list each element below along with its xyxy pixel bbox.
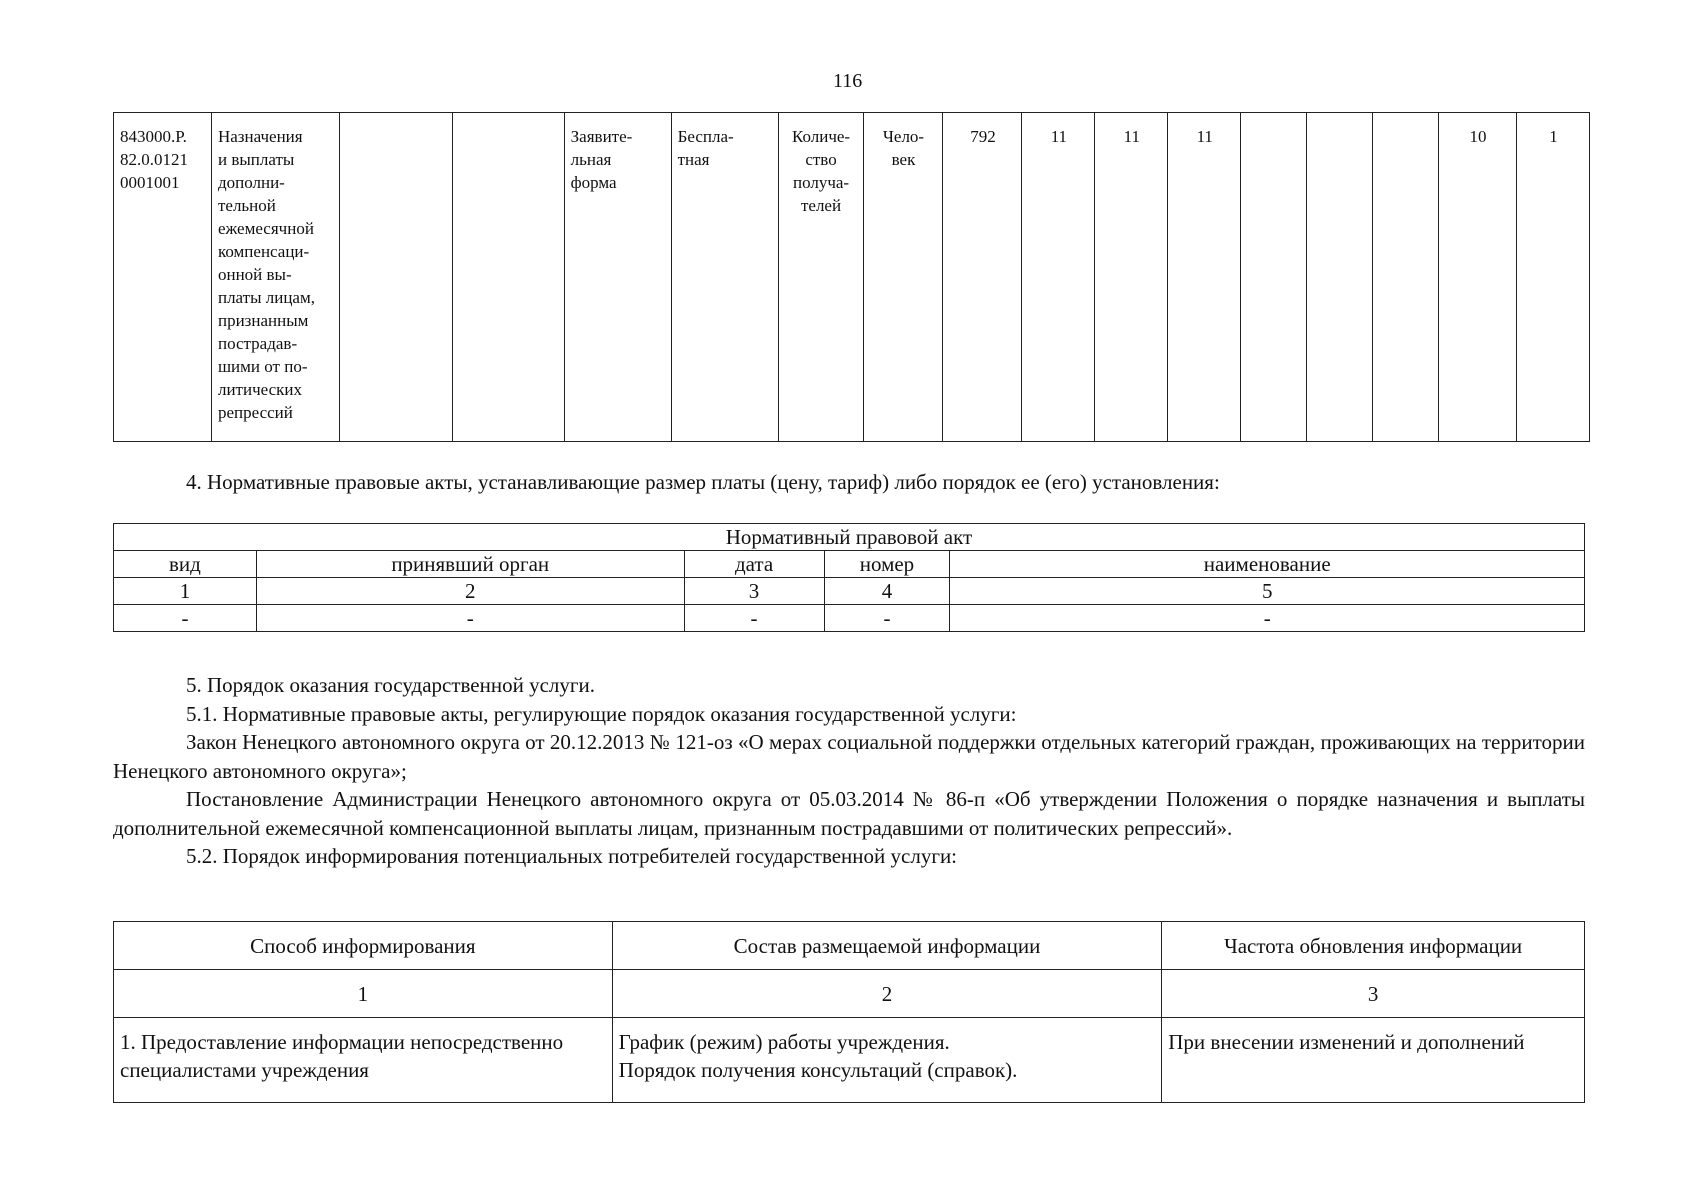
table-cell: - — [114, 605, 257, 632]
informing-table — [113, 921, 1585, 1103]
column-number: 1 — [114, 970, 613, 1018]
column-header: номер — [824, 551, 950, 578]
table-row — [114, 524, 1585, 551]
service-indicators-table — [113, 112, 1590, 442]
value-cell: 11 — [1095, 113, 1168, 442]
indicator-cell: Количе- ство получа- телей — [778, 113, 863, 442]
table-row — [114, 922, 1585, 970]
column-header: наименование — [950, 551, 1585, 578]
value-cell: 10 — [1438, 113, 1516, 442]
column-header: дата — [684, 551, 824, 578]
informing-content-cell: График (режим) работы учреждения. Порядок получения консультаций (справок). — [612, 1018, 1162, 1103]
value-cell — [1373, 113, 1439, 442]
payment-cell: Беспла- тная — [671, 113, 778, 442]
column-header: Способ информирования — [114, 922, 613, 970]
section-5-2-heading: 5.2. Порядок информирования потенциальных потребителей государственной услуги: — [186, 844, 958, 868]
table-row — [114, 605, 1585, 632]
table-row — [114, 113, 1590, 442]
column-header: Частота обновления информации — [1162, 922, 1585, 970]
table-cell: - — [256, 605, 684, 632]
column-number: 1 — [114, 578, 257, 605]
empty-cell — [339, 113, 452, 442]
table-cell: - — [824, 605, 950, 632]
column-header: вид — [114, 551, 257, 578]
table-row — [114, 1018, 1585, 1103]
section-4-heading: 4. Нормативные правовые акты, устанавливающие размер платы (цену, тариф) либо порядок ее (его) установления: — [186, 470, 1220, 494]
table-cell: - — [684, 605, 824, 632]
section-5-1-heading: 5.1. Нормативные правовые акты, регулирующие порядок оказания государственной услуги: — [186, 701, 1017, 726]
table-row — [114, 970, 1585, 1018]
column-number: 2 — [612, 970, 1162, 1018]
table-cell: - — [950, 605, 1585, 632]
column-number: 3 — [1162, 970, 1585, 1018]
law-reference: Закон Ненецкого автономного округа от 20.12.2013 № 121-оз «О мерах социальной поддержки отдельных категорий граждан, проживающих на территории Ненецкого автономного округа»; — [113, 730, 1585, 783]
registry-code-cell: 843000.Р. 82.0.0121 0001001 — [114, 113, 212, 442]
resolution-reference: Постановление Администрации Ненецкого автономного округа от 05.03.2014 № 86-п «Об утверждении Положения о порядке назначения и выплаты дополнительной ежемесячной компенсационной выплаты лицам, признанным пострадавшими от политических репрессий». — [113, 787, 1585, 840]
informing-method-cell: 1. Предоставление информации непосредственно специалистами учреждения — [114, 1018, 613, 1103]
value-cell: 1 — [1516, 113, 1589, 442]
value-cell — [1307, 113, 1373, 442]
service-name-cell: Назначения и выплаты дополни- тельной ежемесячной компенсаци- онной вы- платы лицам, признанным пострадав- шими от по- литических репрессий — [211, 113, 339, 442]
column-header: Состав размещаемой информации — [612, 922, 1162, 970]
form-cell: Заявите- льная форма — [564, 113, 671, 442]
update-frequency-cell: При внесении изменений и дополнений — [1162, 1018, 1585, 1103]
table-caption: Нормативный правовой акт — [114, 524, 1585, 551]
okei-code-cell: 792 — [943, 113, 1022, 442]
column-number: 3 — [684, 578, 824, 605]
legal-acts-table — [113, 523, 1585, 632]
section-5-heading: 5. Порядок оказания государственной услуги. — [186, 673, 595, 697]
value-cell: 11 — [1168, 113, 1241, 442]
page-number: 116 — [833, 70, 863, 92]
section-5 — [113, 671, 1585, 871]
value-cell — [1241, 113, 1307, 442]
empty-cell — [452, 113, 564, 442]
column-number: 4 — [824, 578, 950, 605]
table-row — [114, 578, 1585, 605]
unit-cell: Чело- век — [863, 113, 943, 442]
value-cell: 11 — [1022, 113, 1095, 442]
table-row — [114, 551, 1585, 578]
column-header: принявший орган — [256, 551, 684, 578]
column-number: 5 — [950, 578, 1585, 605]
column-number: 2 — [256, 578, 684, 605]
